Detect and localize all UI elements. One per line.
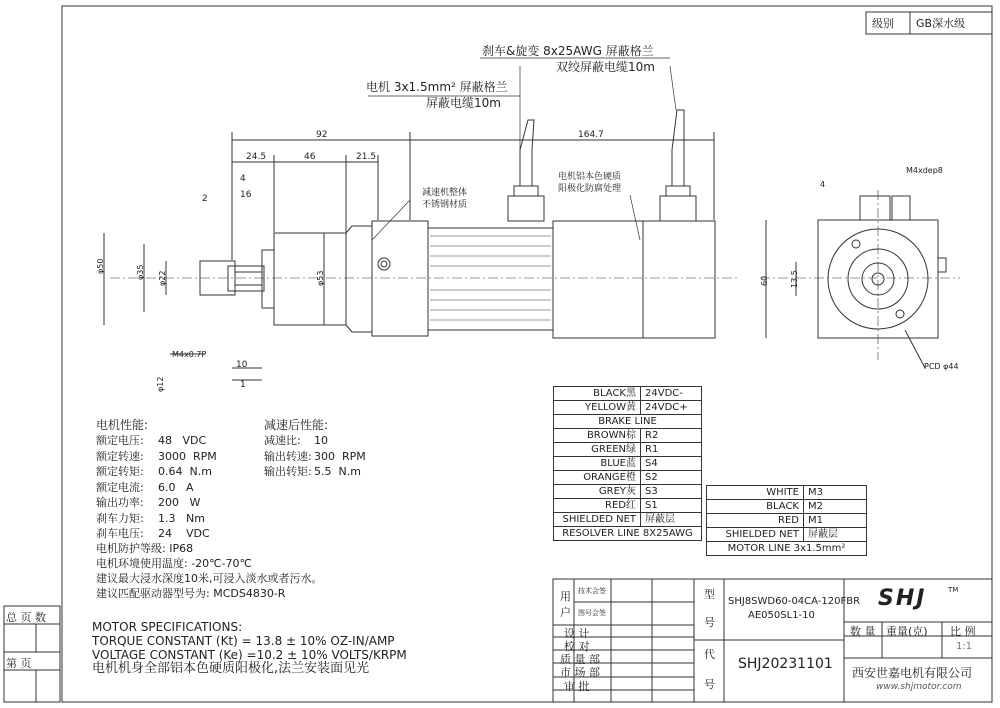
model-value-2: AE050SL1-10 [748, 610, 815, 621]
motor-cable-callout-1: 电机 3x1.5mm² 屏蔽格兰 [366, 80, 508, 94]
table-row [707, 500, 867, 514]
dim-21-5: 21.5 [356, 152, 377, 162]
table-cell-heading: RESOLVER LINE 8X25AWG [554, 527, 702, 541]
table-cell: R1 [641, 443, 702, 457]
model-value-1: SHJ8SWD60-04CA-120FBR [728, 596, 861, 607]
table-row [707, 528, 867, 542]
table-cell: ORANGE橙 [554, 471, 641, 485]
trademark: TM [948, 586, 959, 594]
motor-specs-title: 电机性能: [96, 418, 149, 432]
table-cell: BLACK黑 [554, 387, 641, 401]
side-view [104, 110, 740, 380]
table-row [554, 513, 702, 527]
ratio-value: 1:1 [956, 641, 973, 652]
dim-1: 1 [240, 380, 246, 390]
table-cell: SHIELDED NET [707, 528, 804, 542]
motor-cable-callout-2: 屏蔽电缆10m [426, 96, 501, 110]
dim-m4deep8: M4xdep8 [906, 166, 943, 175]
dim-16: 16 [240, 190, 252, 200]
table-cell: SHIELDED NET [554, 513, 641, 527]
table-row [554, 457, 702, 471]
market-label: 市 场 部 [560, 666, 600, 679]
torque-constant: TORQUE CONSTANT (Kt) = 13.8 ± 10% OZ-IN/AMP [92, 634, 395, 648]
dim-dia53: φ53 [316, 270, 325, 286]
spec-extra-line: 电机防护等级: IP68 [96, 542, 194, 555]
spec-label: 输出功率: [96, 496, 144, 509]
dim-dia50: φ50 [96, 258, 105, 274]
table-cell: 24VDC+ [641, 401, 702, 415]
grade-label: 级别 [872, 17, 894, 30]
quality-label: 质 量 部 [560, 653, 600, 666]
motor-line-table [706, 485, 867, 556]
table-cell: S4 [641, 457, 702, 471]
brake-resolver-table [553, 386, 702, 541]
spec-label: 刹车电压: [96, 527, 144, 540]
total-pages-label: 总 页 数 [6, 611, 46, 624]
prep-sign-label: 图号会签 [578, 609, 606, 617]
dim-4: 4 [240, 174, 246, 184]
spec-value: 1.3 Nm [158, 511, 205, 525]
table-cell: BLACK [707, 500, 804, 514]
reducer-spec-value: 10 [314, 434, 328, 447]
check-label: 校 对 [564, 640, 590, 653]
table-cell: GREEN绿 [554, 443, 641, 457]
spec-value: 200 W [158, 496, 201, 509]
user-label-2: 户 [560, 606, 571, 619]
table-row [554, 401, 702, 415]
spec-value: 3000 RPM [158, 449, 217, 463]
table-row [554, 485, 702, 499]
model-label-2: 号 [704, 616, 715, 629]
table-row [707, 514, 867, 528]
spec-label: 额定转矩: [96, 465, 144, 478]
table-cell: 屏蔽层 [804, 528, 867, 542]
qty-label: 数 量 [850, 625, 876, 638]
reducer-spec-label: 输出转矩: [264, 465, 312, 478]
company-website: www.shjmotor.com [876, 682, 962, 692]
dim-164-7: 164.7 [578, 130, 604, 140]
table-row [554, 527, 702, 541]
dim-dia12: φ12 [156, 376, 165, 392]
table-cell-heading: BRAKE LINE [554, 415, 702, 429]
brake-resolver-callout-2: 双绞屏蔽电缆10m [556, 60, 655, 74]
model-label-1: 型 [704, 588, 715, 601]
motor-note-2: 阳极化防腐处理 [558, 184, 622, 194]
dim-pcd44: PCD φ44 [924, 362, 959, 371]
code-value: SHJ20231101 [738, 656, 833, 672]
dim-2: 2 [202, 194, 208, 204]
dim-13-5: 13.5 [790, 270, 799, 288]
reducer-spec-label: 输出转速: [264, 449, 312, 463]
table-cell: M3 [804, 486, 867, 500]
voltage-constant: VOLTAGE CONSTANT (Ke) =10.2 ± 10% VOLTS/KRPM [92, 648, 407, 662]
table-cell: S1 [641, 499, 702, 513]
table-row [554, 499, 702, 513]
dim-24-5: 24.5 [246, 152, 267, 162]
reducer-note-1: 减速机整体 [422, 188, 468, 198]
company-name: 西安世嘉电机有限公司 [852, 666, 973, 680]
spec-value: 48 VDC [158, 434, 207, 447]
dim-m4x0-7p: M4x0.7P [172, 350, 207, 359]
table-row [554, 415, 702, 429]
table-row [554, 471, 702, 485]
table-cell: WHITE [707, 486, 804, 500]
table-cell: GREY灰 [554, 485, 641, 499]
spec-extra-line: 建议匹配驱动器型号为: MCDS4830-R [96, 587, 286, 600]
table-cell: R2 [641, 429, 702, 443]
weight-label: 重量(克) [886, 625, 928, 638]
page-label: 第 页 [6, 657, 32, 670]
user-label-1: 用 [560, 590, 571, 603]
approve-label: 审 批 [564, 680, 590, 693]
spec-label: 额定转速: [96, 449, 144, 463]
motor-specifications-title: MOTOR SPECIFICATIONS: [92, 620, 243, 634]
tech-sign-label: 技术会签 [578, 587, 606, 595]
spec-value: 6.0 A [158, 480, 194, 494]
dim-60: 60 [760, 275, 769, 286]
spec-label: 刹车力矩: [96, 511, 144, 525]
brake-resolver-callout-1: 刹车&旋变 8x25AWG 屏蔽格兰 [482, 44, 654, 58]
table-cell: S2 [641, 471, 702, 485]
finish-note: 电机机身全部铝本色硬质阳极化,法兰安装面见光 [92, 661, 370, 676]
company-logo: SHJ [878, 586, 927, 611]
table-cell: BROWN棕 [554, 429, 641, 443]
table-row [554, 429, 702, 443]
spec-extra-line: 建议最大浸水深度10米,可浸入淡水或者污水。 [96, 572, 323, 585]
motor-note-1: 电机铝本色硬质 [558, 172, 622, 182]
design-label: 设 计 [564, 627, 590, 640]
table-cell-heading: MOTOR LINE 3x1.5mm² [707, 542, 867, 556]
table-row [554, 387, 702, 401]
dim-dia22: φ22 [158, 270, 167, 286]
reducer-spec-label: 减速比: [264, 434, 301, 447]
spec-label: 额定电压: [96, 434, 144, 447]
reducer-spec-value: 5.5 N.m [314, 465, 361, 478]
table-row [707, 486, 867, 500]
dim-dia35: φ35 [136, 264, 145, 280]
table-cell: 屏蔽层 [641, 513, 702, 527]
ratio-label: 比 例 [950, 625, 976, 638]
reducer-spec-value: 300 RPM [314, 449, 366, 463]
table-cell: RED [707, 514, 804, 528]
table-row [707, 542, 867, 556]
reducer-specs-title: 减速后性能: [264, 418, 329, 432]
spec-label: 额定电流: [96, 480, 144, 494]
dim-4-end: 4 [820, 180, 826, 189]
spec-extra-line: 电机环境使用温度: -20℃-70℃ [96, 557, 252, 570]
dim-92: 92 [316, 130, 328, 140]
code-label-2: 号 [704, 678, 715, 691]
table-cell: M1 [804, 514, 867, 528]
table-cell: YELLOW黄 [554, 401, 641, 415]
code-label-1: 代 [704, 648, 715, 661]
grade-value: GB深水级 [916, 17, 966, 30]
table-cell: M2 [804, 500, 867, 514]
table-row [554, 443, 702, 457]
table-cell: RED红 [554, 499, 641, 513]
dim-10: 10 [236, 360, 248, 370]
spec-value: 0.64 N.m [158, 465, 212, 478]
dim-46: 46 [304, 152, 316, 162]
table-cell: BLUE蓝 [554, 457, 641, 471]
reducer-note-2: 不锈钢材质 [422, 200, 468, 210]
spec-value: 24 VDC [158, 527, 210, 540]
table-cell: 24VDC- [641, 387, 702, 401]
table-cell: S3 [641, 485, 702, 499]
